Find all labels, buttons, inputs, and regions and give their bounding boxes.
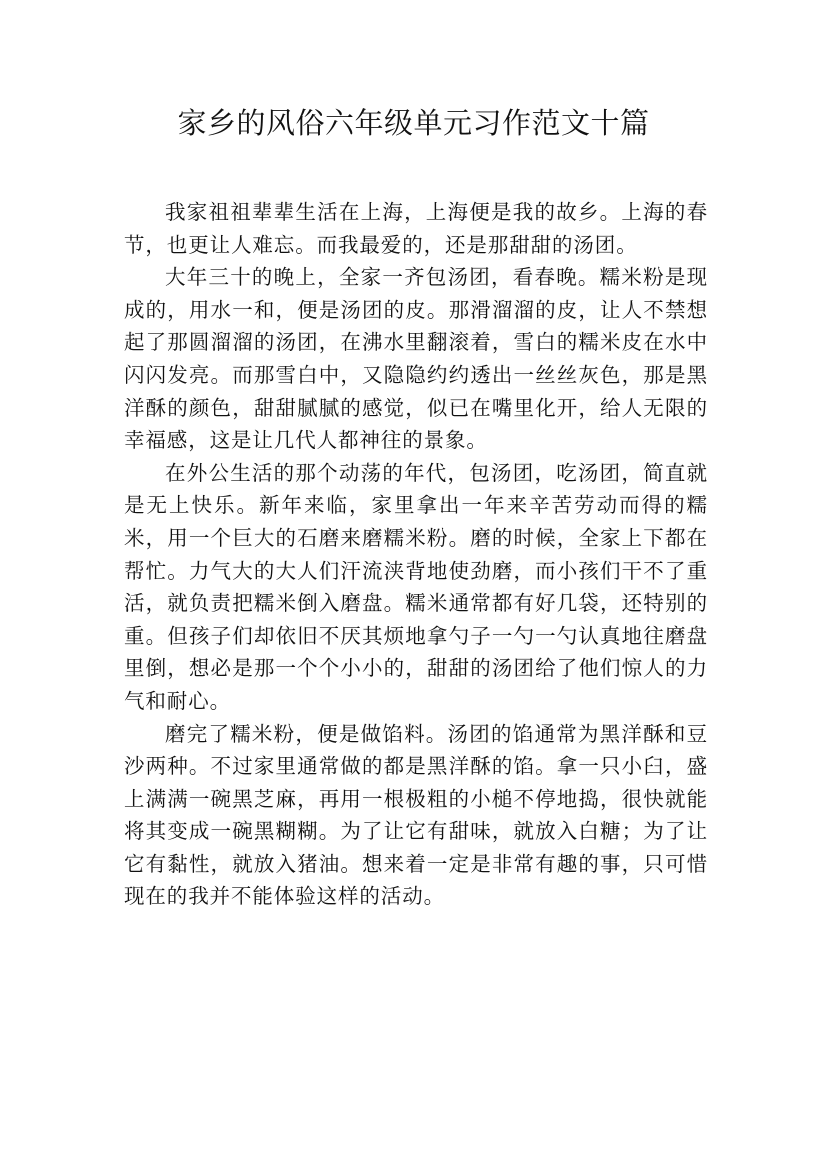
paragraph-4: 磨完了糯米粉，便是做馅料。汤团的馅通常为黑洋酥和豆沙两种。不过家里通常做的都是黑洋酥的馅。拿一只小臼，盛上满满一碗黑芝麻，再用一根极粗的小槌不停地捣，很快就能将其变成一碗黑糊糊。为了让它有甜味，就放入白糖；为了让它有黏性，就放入猪油。想来着一定是非常有趣的事，只可惜现在的我并不能体验这样的活动。 [124, 721, 708, 909]
paragraph-3: 在外公生活的那个动荡的年代，包汤团，吃汤团，简直就是无上快乐。新年来临，家里拿出一年来辛苦劳动而得的糯米，用一个巨大的石磨来磨糯米粉。磨的时候，全家上下都在帮忙。力气大的大人们汗流浃背地使劲磨，而小孩们干不了重活，就负责把糯米倒入磨盘。糯米通常都有好几袋，还特别的重。但孩子们却依旧不厌其烦地拿勺子一勺一勺认真地往磨盘里倒，想必是那一个个小小的，甜甜的汤团给了他们惊人的力气和耐心。 [124, 460, 708, 713]
paragraph-1: 我家祖祖辈辈生活在上海，上海便是我的故乡。上海的春节，也更让人难忘。而我最爱的，还是那甜甜的汤团。 [124, 200, 708, 257]
paragraph-2: 大年三十的晚上，全家一齐包汤团，看春晚。糯米粉是现成的，用水一和，便是汤团的皮。那滑溜溜的皮，让人不禁想起了那圆溜溜的汤团，在沸水里翻滚着，雪白的糯米皮在水中闪闪发亮。而那雪白中，又隐隐约约透出一丝丝灰色，那是黑洋酥的颜色，甜甜腻腻的感觉，似已在嘴里化开，给人无限的幸福感，这是让几代人都神往的景象。 [124, 265, 708, 453]
document-body [124, 196, 708, 913]
document-title: 家乡的风俗六年级单元习作范文十篇 [177, 106, 650, 140]
